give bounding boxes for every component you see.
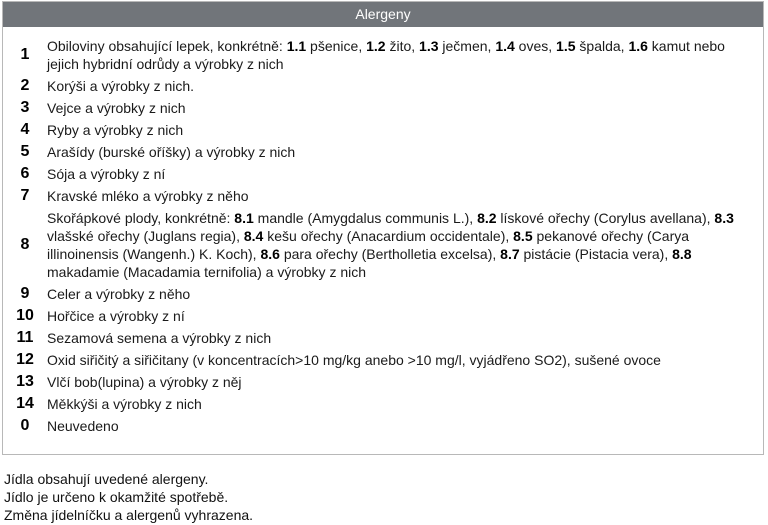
allergen-number: 13 bbox=[16, 373, 34, 390]
allergen-row bbox=[3, 75, 759, 97]
allergen-description: Sezamová semena a výrobky z nich bbox=[47, 330, 272, 346]
allergen-number: 2 bbox=[20, 77, 30, 94]
allergen-number: 1 bbox=[20, 46, 30, 63]
note-line: Jídla obsahují uvedené alergeny. bbox=[4, 471, 209, 487]
allergen-number: 3 bbox=[20, 99, 30, 116]
allergen-description: Korýši a výrobky z nich. bbox=[47, 78, 195, 94]
notes bbox=[4, 470, 253, 524]
allergen-description: Sója a výrobky z ní bbox=[47, 166, 166, 182]
allergen-description: Měkkýši a výrobky z nich bbox=[47, 396, 202, 412]
allergen-row bbox=[3, 371, 759, 393]
allergen-row bbox=[3, 185, 759, 207]
allergen-number: 9 bbox=[20, 285, 30, 302]
allergens-table bbox=[3, 35, 759, 437]
allergen-row bbox=[3, 327, 759, 349]
allergen-description: Kravské mléko a výrobky z něho bbox=[47, 188, 249, 204]
allergen-description: Celer a výrobky z něho bbox=[47, 286, 191, 302]
allergen-row bbox=[3, 97, 759, 119]
allergen-description: Obiloviny obsahující lepek, konkrétně: 1.1 pšenice, 1.2 žito, 1.3 ječmen, 1.4 oves, 1.5 špalda, 1.6 kamut nebo jejich hybridní odrůdy a výrobky z nich bbox=[47, 38, 725, 72]
allergen-row bbox=[3, 141, 759, 163]
allergen-description: Oxid siřičitý a siřičitany (v koncentracích>10 mg/kg anebo >10 mg/l, vyjádřeno SO2), sušené ovoce bbox=[47, 352, 661, 368]
panel-header: Alergeny bbox=[3, 2, 763, 27]
allergen-row bbox=[3, 163, 759, 185]
allergen-row bbox=[3, 415, 759, 437]
allergen-number: 5 bbox=[20, 143, 30, 160]
allergen-description: Neuvedeno bbox=[47, 418, 119, 434]
allergen-description: Skořápkové plody, konkrétně: 8.1 mandle (Amygdalus communis L.), 8.2 lískové ořechy (Corylus avellana), 8.3 vlašské ořechy (Juglans regia), 8.4 kešu ořechy (Anacardium occidentale), 8.5 pekanové ořechy (Carya illinoinensis (Wangenh.) K. Koch), 8.6 para ořechy (Bertholletia excelsa), 8.7 pistácie (Pistacia vera), 8.8 makadamie (Macadamia ternifolia) a výrobky z nich bbox=[47, 210, 734, 280]
allergen-number: 12 bbox=[16, 351, 34, 368]
allergen-row bbox=[3, 393, 759, 415]
allergen-description: Vejce a výrobky z nich bbox=[47, 100, 186, 116]
allergen-number: 7 bbox=[20, 187, 30, 204]
allergen-row bbox=[3, 207, 759, 283]
allergen-row bbox=[3, 305, 759, 327]
allergen-number: 4 bbox=[20, 121, 30, 138]
allergen-row bbox=[3, 283, 759, 305]
allergen-number: 11 bbox=[16, 329, 34, 346]
allergen-number: 10 bbox=[16, 307, 34, 324]
allergen-number: 6 bbox=[20, 165, 30, 182]
allergens-panel bbox=[2, 1, 764, 455]
allergen-description: Hořčice a výrobky z ní bbox=[47, 308, 185, 324]
allergen-row bbox=[3, 349, 759, 371]
allergen-row bbox=[3, 35, 759, 75]
note-line: Jídlo je určeno k okamžité spotřebě. bbox=[4, 489, 229, 505]
allergen-description: Vlčí bob(lupina) a výrobky z něj bbox=[47, 374, 242, 390]
allergen-row bbox=[3, 119, 759, 141]
allergen-description: Ryby a výrobky z nich bbox=[47, 122, 184, 138]
allergen-number: 14 bbox=[16, 395, 34, 412]
note-line: Změna jídelníčku a alergenů vyhrazena. bbox=[4, 507, 254, 523]
allergen-number: 8 bbox=[20, 236, 30, 253]
allergen-description: Arašídy (burské oříšky) a výrobky z nich bbox=[47, 144, 296, 160]
allergen-number: 0 bbox=[20, 417, 30, 434]
